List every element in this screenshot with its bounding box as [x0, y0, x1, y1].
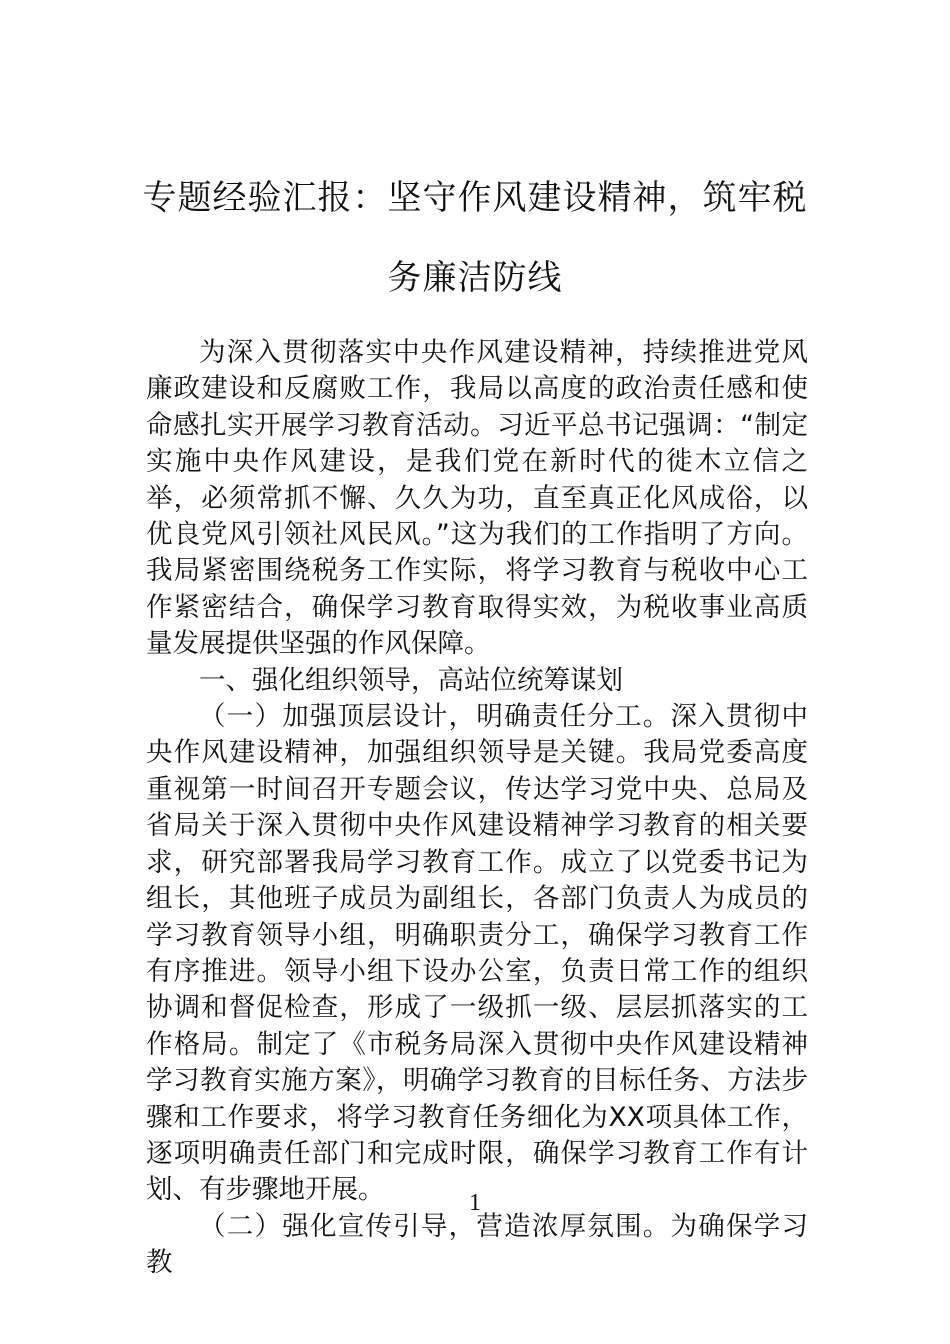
subsection-paragraph-2: （二）强化宣传引导，营造浓厚氛围。为确保学习教	[146, 1210, 808, 1279]
document-title: 专题经验汇报：坚守作风建设精神，筑牢税务廉洁防线	[142, 178, 808, 298]
document-body	[146, 335, 808, 1282]
intro-paragraph: 为深入贯彻落实中央作风建设精神，持续推进党风廉政建设和反腐败工作，我局以高度的政治责任感和使命感扎实开展学习教育活动。习近平总书记强调：“制定实施中央作风建设，是我们党在新时代的徙木立信之举，必须常抓不懈、久久为功，直至真正化风成俗，以优良党风引领社风民风。”这为我们的工作指明了方向。我局紧密围绕税务工作实际，将学习教育与税收中心工作紧密结合，确保学习教育取得实效，为税收事业高质量发展提供坚强的作风保障。	[146, 337, 808, 660]
section-heading: 一、强化组织领导，高站位统筹谋划	[199, 664, 623, 696]
page-number: 1	[469, 1190, 481, 1216]
subsection-paragraph-1: （一）加强顶层设计，明确责任分工。深入贯彻中央作风建设精神，加强组织领导是关键。我局党委高度重视第一时间召开专题会议，传达学习党中央、总局及省局关于深入贯彻中央作风建设精神学习教育的相关要求，研究部署我局学习教育工作。成立了以党委书记为组长，其他班子成员为副组长，各部门负责人为成员的学习教育领导小组，明确职责分工，确保学习教育工作有序推进。领导小组下设办公室，负责日常工作的组织协调和督促检查，形成了一级抓一级、层层抓落实的工作格局。制定了《市税务局深入贯彻中央作风建设精神学习教育实施方案》，明确学习教育的目标任务、方法步骤和工作要求，将学习教育任务细化为XX项具体工作，逐项明确责任部门和完成时限，确保学习教育工作有计划、有步骤地开展。	[146, 701, 808, 1206]
